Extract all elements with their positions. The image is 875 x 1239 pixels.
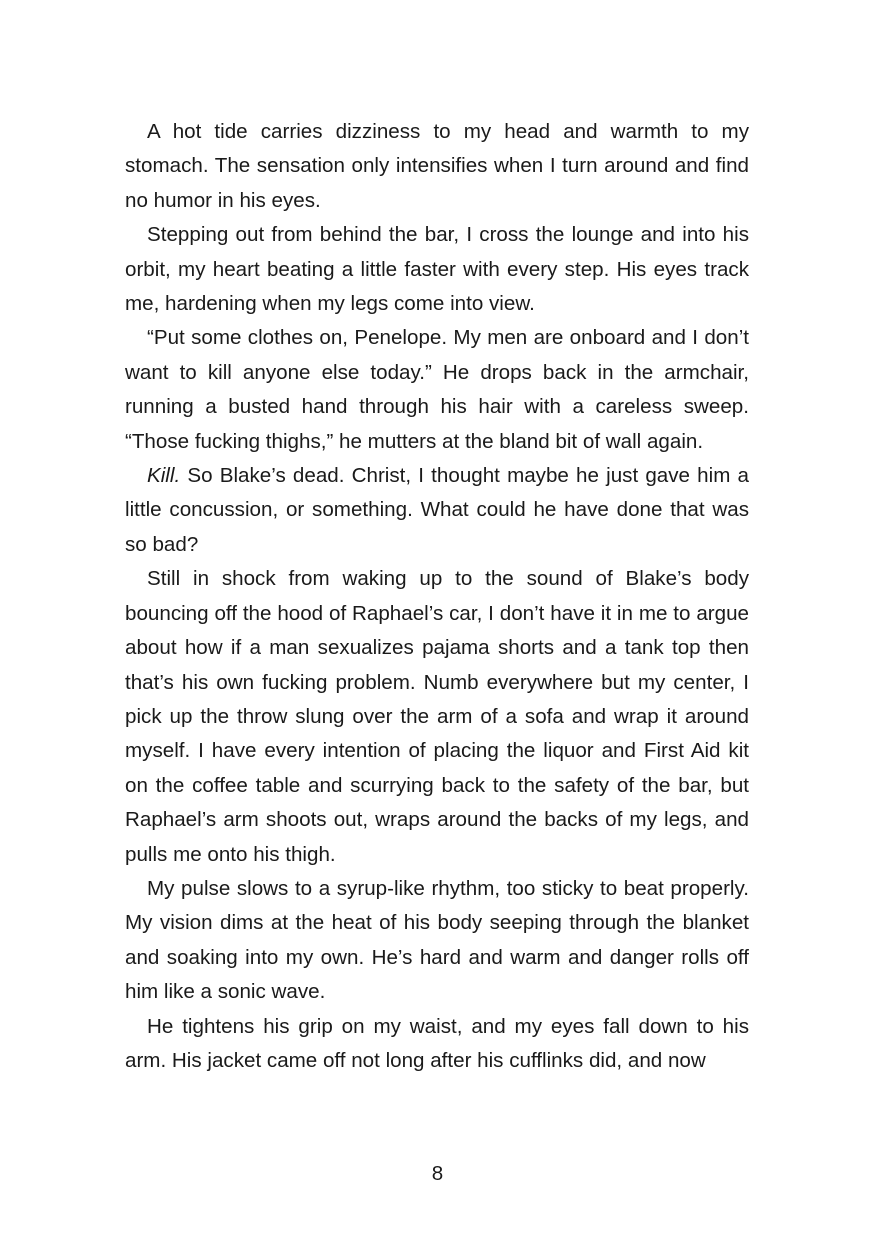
paragraph-4-text: So Blake’s dead. Christ, I thought maybe he just gave him a little concussion, or something. What could he have done that was so bad? xyxy=(125,464,749,556)
page-number: 8 xyxy=(431,1162,444,1185)
page-body xyxy=(125,115,749,1078)
paragraph-1: A hot tide carries dizziness to my head and warmth to my stomach. The sensation only intensifies when I turn around and find no humor in his eyes. xyxy=(125,120,749,212)
paragraph-4 xyxy=(125,459,749,562)
paragraph-3: “Put some clothes on, Penelope. My men are onboard and I don’t want to kill anyone else today.” He drops back in the armchair, running a busted hand through his hair with a careless sweep. “Those fucking thighs,” he mutters at the bland bit of wall again. xyxy=(125,326,749,453)
italic-lead-word: Kill. xyxy=(147,464,181,488)
paragraph-2: Stepping out from behind the bar, I cross the lounge and into his orbit, my heart beating a little faster with every step. His eyes track me, hardening when my legs come into view. xyxy=(125,223,749,316)
paragraph-5: Still in shock from waking up to the sound of Blake’s body bouncing off the hood of Raphael’s car, I don’t have it in me to argue about how if a man sexualizes pajama shorts and a tank top then that’s his own fucking problem. Numb everywhere but my center, I pick up the throw slung over the arm of a sofa and wrap it around myself. I have every intention of placing the liquor and First Aid kit on the coffee table and scurrying back to the safety of the bar, but Raphael’s arm shoots out, wraps around the backs of my legs, and pulls me onto his thigh. xyxy=(125,567,749,866)
paragraph-6: My pulse slows to a syrup-like rhythm, too sticky to beat properly. My vision dims at the heat of his body seeping through the blanket and soaking into my own. He’s hard and warm and danger rolls off him like a sonic wave. xyxy=(125,876,749,1004)
paragraph-7: He tightens his grip on my waist, and my eyes fall down to his arm. His jacket came off not long after his cufflinks did, and now xyxy=(125,1014,749,1072)
